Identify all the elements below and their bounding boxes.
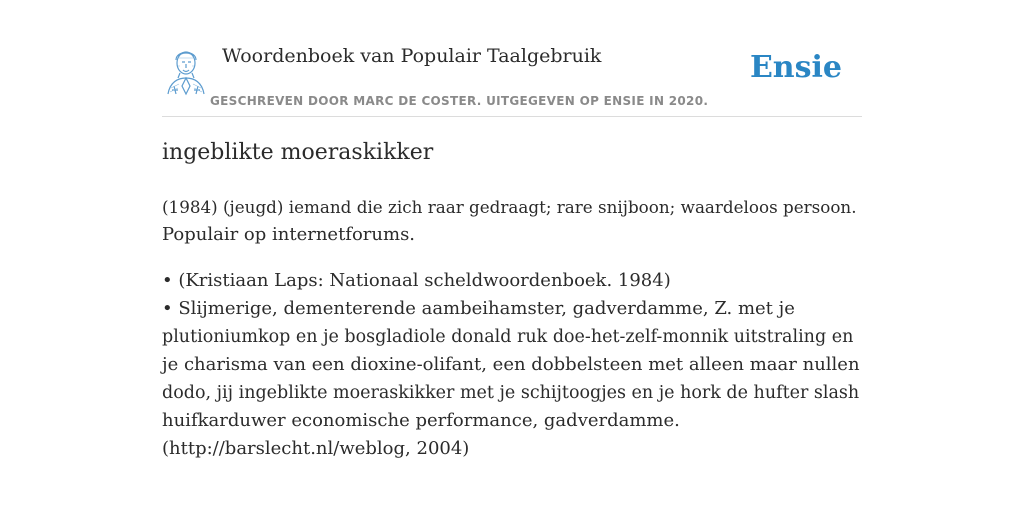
entry-examples — [162, 267, 862, 463]
ensie-logo-link[interactable]: Ensie — [749, 50, 842, 85]
example-line: huifkarduwer economische performance, gadverdamme. — [162, 410, 680, 431]
example-line: plutioniumkop en je bosgladiole donald ruk doe-het-zelf-monnik uitstraling en — [162, 327, 854, 347]
entry-definition — [162, 193, 862, 249]
header — [162, 40, 862, 117]
byline: GESCHREVEN DOOR MARC DE COSTER. UITGEGEVEN OP ENSIE IN 2020. — [210, 94, 709, 108]
example-line: • Slijmerige, dementerende aambeihamster, gadverdamme, Z. met je — [162, 298, 795, 319]
example-line: • (Kristiaan Laps: Nationaal scheldwoordenboek. 1984) — [162, 270, 671, 291]
example-source-line: (http://barslecht.nl/weblog, 2004) — [162, 438, 470, 459]
example-line: dodo, jij ingeblikte moeraskikker met je schijtoogjes en je hork de hufter slash — [162, 383, 860, 403]
dictionary-title[interactable]: Woordenboek van Populair Taalgebruik — [222, 45, 602, 67]
definition-line: Populair op internetforums. — [162, 224, 416, 245]
author-portrait-icon — [164, 46, 208, 96]
definition-line: (1984) (jeugd) iemand die zich raar gedraagt; rare snijboon; waardeloos persoon. — [162, 197, 857, 217]
example-line: je charisma van een dioxine-olifant, een dobbelsteen met alleen maar nullen — [162, 354, 860, 375]
entry-term: ingeblikte moeraskikker — [162, 140, 434, 165]
